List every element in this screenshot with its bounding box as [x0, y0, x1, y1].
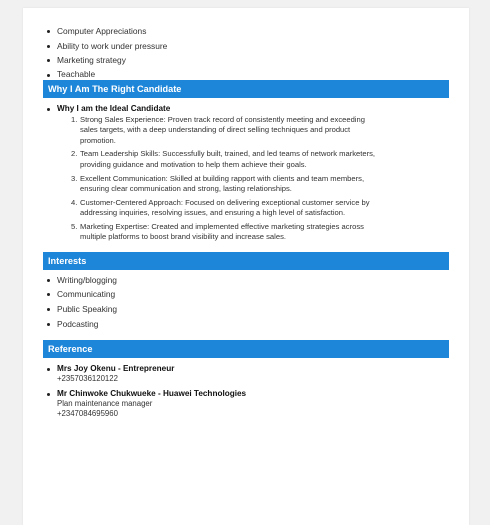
quality-text: Strong Sales Experience: Proven track record of consistently meeting and exceeding sales targets, with a deep understanding of direct selling techniques and product promotion.	[80, 114, 365, 145]
quality-item	[44, 115, 380, 146]
quality-number: 1.	[71, 114, 78, 124]
interests-section-heading: Interests	[43, 252, 449, 270]
reference-role: Plan maintenance manager	[57, 398, 153, 408]
quality-text: Marketing Expertise: Created and implemented effective marketing strategies across multiple platforms to boost brand visibility and increase sales.	[80, 222, 364, 242]
resume-page	[23, 8, 469, 525]
interests-list	[44, 273, 449, 331]
skill-item: Teachable	[44, 68, 449, 80]
quality-number: 3.	[71, 173, 78, 183]
quality-item	[44, 149, 380, 170]
reference-entry	[44, 363, 449, 385]
reference-entry	[44, 388, 449, 420]
interest-item: Public Speaking	[44, 302, 449, 317]
quality-item	[44, 198, 380, 219]
quality-item	[44, 222, 380, 243]
quality-item	[44, 174, 380, 195]
quality-text: Team Leadership Skills: Successfully built, trained, and led teams of network marketers, providing guidance and motivation to help them achieve their goals.	[80, 149, 376, 169]
skill-item: Ability to work under pressure	[44, 39, 449, 54]
reference-phone: +2357036120122	[57, 374, 118, 384]
quality-text: Customer-Centered Approach: Focused on delivering exceptional customer service by addressing inquiries, resolving issues, and ensuring a high level of satisfaction.	[80, 197, 370, 218]
quality-number: 4.	[71, 197, 78, 207]
resume-content	[44, 24, 449, 420]
skill-item: Computer Appreciations	[44, 24, 449, 39]
interest-item: Communicating	[44, 287, 449, 302]
quality-number: 2.	[71, 149, 78, 159]
reference-name: Mrs Joy Okenu - Entrepreneur	[57, 364, 175, 374]
quality-number: 5.	[71, 222, 78, 231]
reference-phone: +2347084695960	[57, 409, 118, 419]
skills-list	[44, 24, 449, 80]
interest-item: Podcasting	[44, 317, 449, 332]
reference-name: Mr Chinwoke Chukwueke - Huawei Technologies	[57, 388, 247, 398]
why-subtitle: Why I am the Ideal Candidate	[44, 103, 449, 115]
skill-item: Marketing strategy	[44, 53, 449, 68]
quality-text: Excellent Communication: Skilled at building rapport with clients and team members, ensuring clear communication and strong, lasting relationships.	[80, 173, 365, 193]
why-section-heading: Why I Am The Right Candidate	[43, 80, 449, 98]
interest-item: Writing/blogging	[44, 273, 449, 288]
qualities-list	[44, 115, 449, 243]
reference-section-heading: Reference	[43, 340, 449, 358]
